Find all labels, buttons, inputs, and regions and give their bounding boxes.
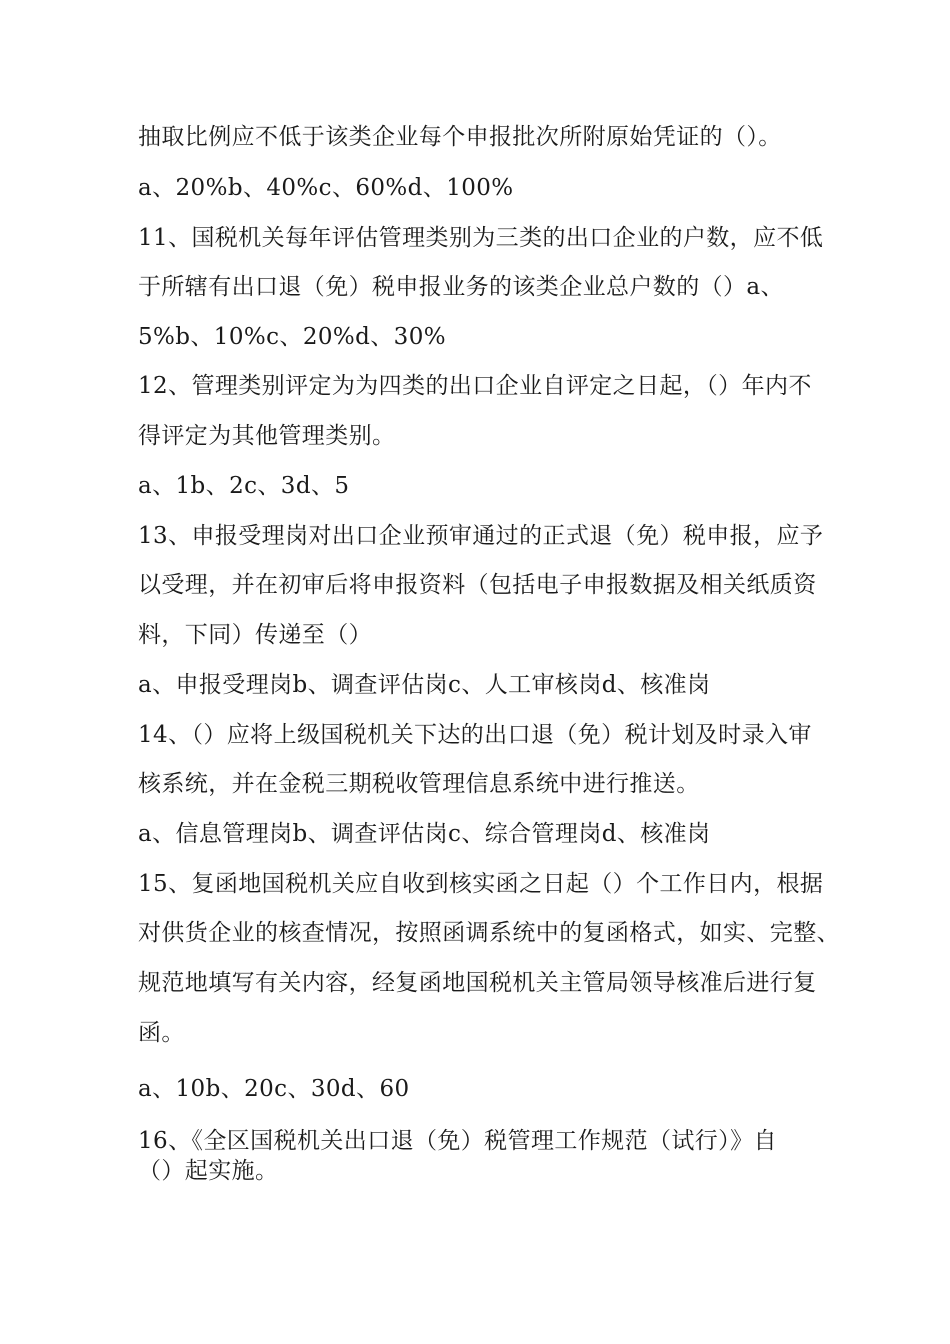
- text-line: 于所辖有出口退（免）税申报业务的该类企业总户数的（）a、: [138, 274, 784, 300]
- text-line: 料，下同）传递至（）: [138, 622, 372, 648]
- text-line: 得评定为其他管理类别。: [138, 423, 396, 449]
- question-12: 12、管理类别评定为为四类的出口企业自评定之日起，（）年内不: [138, 373, 812, 399]
- text-line: 抽取比例应不低于该类企业每个申报批次所附原始凭证的（）。: [138, 124, 782, 150]
- question-15: 15、复函地国税机关应自收到核实函之日起（）个工作日内，根据: [138, 871, 824, 897]
- text-line: 以受理，并在初审后将申报资料（包括电子申报数据及相关纸质资: [138, 572, 817, 598]
- question-11: 11、国税机关每年评估管理类别为三类的出口企业的户数，应不低: [138, 225, 824, 251]
- answer-options: a、申报受理岗b、调查评估岗c、人工审核岗d、核准岗: [138, 672, 711, 698]
- answer-options: a、10b、20c、30d、60: [138, 1076, 410, 1102]
- text-line: 规范地填写有关内容，经复函地国税机关主管局领导核准后进行复: [138, 970, 817, 996]
- question-16: 16、《全区国税机关出口退（免）税管理工作规范（试行）》自: [138, 1128, 777, 1154]
- question-14: 14、（）应将上级国税机关下达的出口退（免）税计划及时录入审: [138, 722, 812, 748]
- text-line: （）起实施。: [138, 1158, 279, 1184]
- answer-options: a、20%b、40%c、60%d、100%: [138, 175, 514, 201]
- text-line: 函。: [138, 1020, 185, 1046]
- question-13: 13、申报受理岗对出口企业预审通过的正式退（免）税申报，应予: [138, 523, 824, 549]
- answer-options: a、1b、2c、3d、5: [138, 473, 350, 499]
- answer-options: a、信息管理岗b、调查评估岗c、综合管理岗d、核准岗: [138, 821, 711, 847]
- text-line: 核系统，并在金税三期税收管理信息系统中进行推送。: [138, 771, 700, 797]
- text-line: 对供货企业的核查情况，按照函调系统中的复函格式，如实、完整、: [138, 920, 840, 946]
- answer-options: 5%b、10%c、20%d、30%: [138, 324, 446, 350]
